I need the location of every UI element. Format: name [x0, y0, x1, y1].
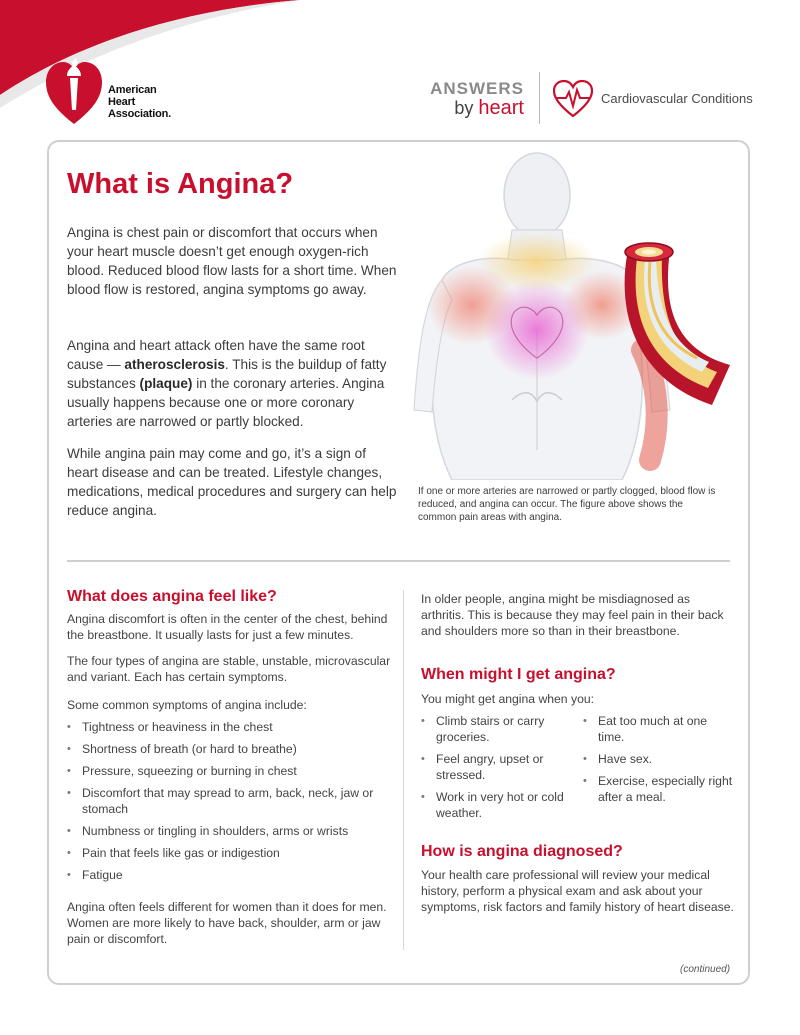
list-item: • Numbness or tingling in shoulders, arms or wrists	[67, 823, 387, 839]
heading-feel-like: What does angina feel like?	[67, 588, 277, 605]
older-people-paragraph: In older people, angina might be misdiagnosed as arthritis. This is because they may feel pain in their back and shoulders more so than in their breastbone.	[421, 592, 724, 638]
continued-note: (continued)	[680, 964, 731, 975]
intro-paragraph-3: While angina pain may come and go, it’s a sign of heart disease and can be treated. Lifestyle changes, medications, medical procedures and surgery can help reduce angina.	[67, 446, 397, 518]
heading-when: When might I get angina?	[421, 666, 616, 683]
list-item: • Tightness or heaviness in the chest	[67, 719, 387, 735]
category-label: Cardiovascular Conditions	[601, 91, 753, 106]
org-name: American Heart Association.	[108, 84, 172, 120]
figure-caption: If one or more arteries are narrowed or partly clogged, blood flow is reduced, and angina can occur. The figure above shows the common pain areas with angina.	[418, 486, 716, 523]
section-divider	[67, 560, 730, 562]
intro-paragraph-1: Angina is chest pain or discomfort that occurs when your heart muscle doesn’t get enough oxygen-rich blood. Reduced blood flow lasts for a short time. When blood flow is restored, angina symptoms go away.	[67, 225, 397, 297]
list-item: • Discomfort that may spread to arm, back, neck, jaw or stomach	[67, 785, 387, 817]
symptoms-list	[67, 719, 387, 889]
intro-paragraph-2: Angina and heart attack often have the same root cause — atherosclerosis. This is the buildup of fatty substances (plaque) in the coronary arteries. Angina usually happens because one or more coronary arteries are narrowed or partly blocked.	[67, 338, 387, 429]
brand-answers: ANSWERS	[430, 79, 524, 98]
brand-by-heart: by heart	[454, 97, 524, 119]
feel-paragraph-1: Angina discomfort is often in the center of the chest, behind the breastbone. It usually lasts for just a few minutes.	[67, 612, 388, 642]
list-item: • Climb stairs or carry groceries.	[421, 713, 571, 745]
list-item: • Fatigue	[67, 867, 387, 883]
list-item: • Work in very hot or cold weather.	[421, 789, 571, 821]
list-item: • Pain that feels like gas or indigestion	[67, 845, 387, 861]
aha-logo[interactable]	[46, 58, 196, 128]
heart-torch-icon	[46, 58, 102, 126]
header-divider	[539, 72, 540, 124]
answers-by-heart-logo	[420, 80, 524, 118]
heading-diagnosed: How is angina diagnosed?	[421, 843, 623, 860]
angina-illustration	[412, 150, 742, 480]
column-divider	[403, 590, 404, 950]
list-item: • Have sex.	[583, 751, 733, 767]
diagnosis-paragraph: Your health care professional will review your medical history, perform a physical exam and ask about your symptoms, risk factors and family history of heart disease.	[421, 868, 734, 914]
feel-paragraph-3: Some common symptoms of angina include:	[67, 698, 307, 712]
when-list-2	[583, 713, 733, 811]
list-item: • Pressure, squeezing or burning in chest	[67, 763, 387, 779]
list-item: • Shortness of breath (or hard to breathe)	[67, 741, 387, 757]
when-lead: You might get angina when you:	[421, 692, 595, 706]
heart-pulse-icon	[553, 80, 593, 118]
list-item: • Exercise, especially right after a meal.	[583, 773, 733, 805]
list-item: • Eat too much at one time.	[583, 713, 733, 745]
when-list-1	[421, 713, 571, 827]
list-item: • Feel angry, upset or stressed.	[421, 751, 571, 783]
page-title: What is Angina?	[67, 168, 294, 200]
feel-paragraph-2: The four types of angina are stable, unstable, microvascular and variant. Each has certain symptoms.	[67, 654, 391, 684]
feel-paragraph-4: Angina often feels different for women than it does for men. Women are more likely to have back, shoulder, arm or jaw pain or discomfort.	[67, 900, 387, 946]
